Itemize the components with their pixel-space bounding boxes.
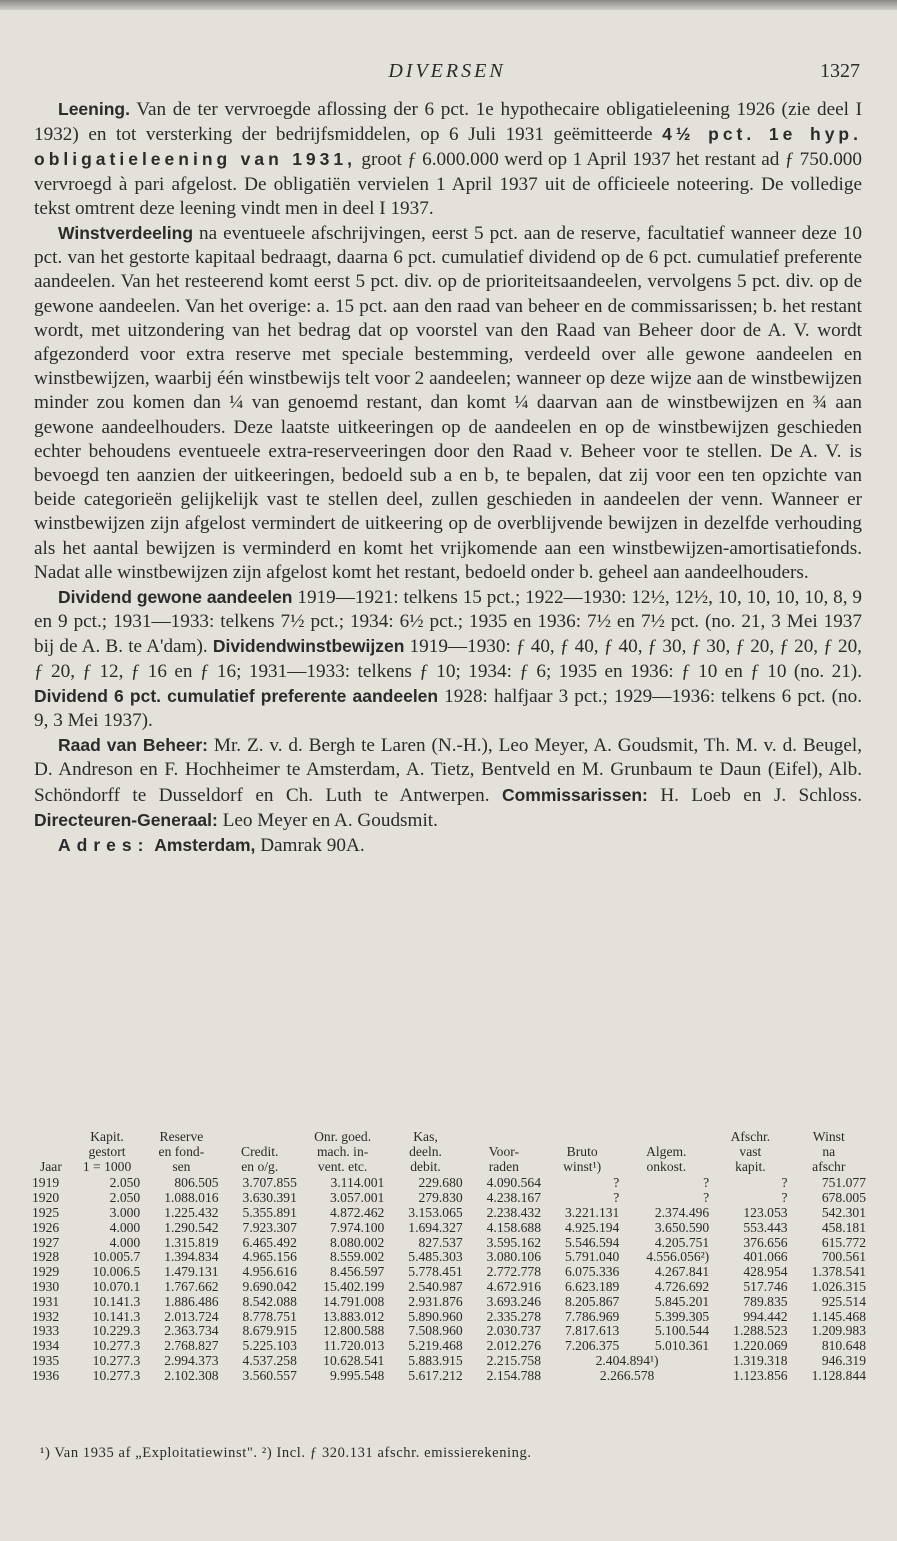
table-cell: 11.720.013 — [323, 1338, 385, 1354]
leening-text-1: Van de ter vervroegde aflossing der 6 pct. 1e hypothecaire obligatieleening 1926 (zie deel I 1932) en tot versterking der bedrijfsmiddelen, op 6 Juli 1931 geëmitteerde — [34, 99, 862, 146]
table-cell: 3.221.131 — [564, 1204, 620, 1220]
heading-winstverdeeling: Winstverdeeling — [58, 223, 194, 244]
table-row — [30, 1206, 868, 1221]
table-cell: 946.319 — [821, 1352, 866, 1368]
table-cell: 376.656 — [743, 1234, 788, 1250]
column-header: Voor- raden — [488, 1143, 520, 1174]
table-cell: 678.005 — [821, 1190, 866, 1206]
table-cell: 5.100.544 — [654, 1323, 710, 1339]
table-row — [30, 1339, 868, 1354]
table-cell: 1.123.856 — [733, 1367, 788, 1383]
table-cell: 229.680 — [418, 1175, 463, 1191]
table-cell: 4.000 — [109, 1234, 141, 1250]
table-cell: 810.648 — [821, 1338, 866, 1354]
table-cell: 1929 — [32, 1264, 60, 1280]
table-cell: 10.006.5 — [92, 1264, 141, 1280]
table-cell: 14.791.008 — [323, 1293, 385, 1309]
table-cell: 1936 — [32, 1367, 60, 1383]
table-cell: 2.931.876 — [408, 1293, 463, 1309]
table-cell: 4.205.751 — [654, 1234, 710, 1250]
table-cell: 7.974.100 — [329, 1219, 385, 1235]
table-cell: 5.546.594 — [564, 1234, 620, 1250]
table-cell: 5.219.468 — [408, 1338, 463, 1354]
table-header-row — [30, 1130, 868, 1176]
table-cell: 1.088.016 — [164, 1190, 219, 1206]
table-cell: 5.890.960 — [408, 1308, 463, 1324]
heading-dividend-preferent: Dividend 6 pct. cumulatief preferente aandeelen — [34, 685, 439, 706]
table-cell: 8.080.002 — [329, 1234, 385, 1250]
table-cell: 428.954 — [743, 1264, 788, 1280]
table-cell: 2.404.894¹) — [595, 1352, 659, 1368]
table-cell: 7.508.960 — [408, 1323, 463, 1339]
table-cell: ? — [613, 1190, 620, 1206]
table-cell: 4.672.916 — [486, 1278, 541, 1294]
winstverdeeling-text: na eventueele afschrijvingen, eerst 5 pct. aan de reserve, facultatief wanneer deze 10 pct. van het gestorte kapitaal bedraagt, daarna 6 pct. cumulatief dividend op de 6 pct. cumulatief preferente aandeelen. Van het resteerend komt eerst 5 pct. div. op de prioriteitsaandeelen, vervolgens 5 pct. div. op de gewone aandeelen. Van het overige: a. 15 pct. aan den raad van beheer en de commissarissen; b. het restant wordt, met uitzondering van het bedrag dat op voorstel van den Raad van Beheer door de A. V. wordt afgezonderd voor extra reserve met speciale bestemming, verdeeld over alle gewone aandeelen en winstbewijzen, waarbij één winstbewijs telt voor 2 aandeelen; wanneer op deze wijze aan de winstbewijzen minder zou komen dan ¼ van genoemd restant, dan komt ¼ daarvan aan de winstbewijzen en ¾ aan gewone aandeelhouders. Deze laatste uitkeeringen op de aandeelen en op de winstbewijzen geschieden echter behoudens eventueele extra-reserveeringen door den Raad v. Beheer voor te stellen. De A. V. is bevoegd ten aanzien der uitkeeringen, bedoeld sub a en b, te bepalen, dat zij voor een ten opzichte van beide categorieën gelijkelijk vast te stellen deel, zullen geschieden in aandeelen der venn. Wanneer er winstbewijzen zijn afgelost vermindert de uitkeering op de overblijvende bewijzen in dezelfde verhouding als het aantal bewijzen is verminderd en komt het vrijkomende aan een winstbewijzen-amortisatiefonds. Nadat alle winstbewijzen zijn afgelost komt het restant, bedoeld onder b. geheel aan aandeelhouders. — [34, 223, 862, 583]
table-cell: 8.559.002 — [329, 1249, 385, 1265]
table-cell: 8.542.088 — [242, 1293, 297, 1309]
table-cell: 4.158.688 — [486, 1219, 541, 1235]
table-cell: 3.693.246 — [486, 1293, 541, 1309]
table-cell: 5.355.891 — [242, 1204, 297, 1220]
table-cell: 4.556.056²) — [646, 1249, 710, 1265]
heading-dividend-gewone: Dividend gewone aandeelen — [58, 587, 293, 608]
table-cell: 4.925.194 — [564, 1219, 620, 1235]
table-cell: 6.465.492 — [242, 1234, 297, 1250]
page-body — [34, 97, 862, 858]
heading-adres: Adres: — [58, 835, 150, 856]
table-row — [30, 1250, 868, 1265]
table-cell: 1.319.318 — [733, 1352, 788, 1368]
table-row — [30, 1369, 868, 1384]
table-cell: 3.114.001 — [330, 1175, 385, 1191]
table-cell: 806.505 — [174, 1175, 219, 1191]
table-cell: 5.883.915 — [408, 1352, 463, 1368]
adres-city: Amsterdam, — [154, 835, 256, 856]
table-cell: 10.277.3 — [92, 1338, 141, 1354]
table-cell: 3.080.106 — [486, 1249, 541, 1265]
table-cell: 751.077 — [821, 1175, 866, 1191]
heading-leening: Leening. — [58, 99, 130, 119]
table-row — [30, 1265, 868, 1280]
table-cell: 6.623.189 — [564, 1278, 620, 1294]
table-cell: 2.012.276 — [486, 1338, 541, 1354]
table-cell: 789.835 — [743, 1293, 788, 1309]
leening-spaced-title: 4½ pct. 1e hyp. obligatieleening van 1931, — [34, 124, 862, 170]
table-cell: 4.965.156 — [242, 1249, 297, 1265]
paragraph-raad — [34, 733, 862, 833]
table-cell: 3.707.855 — [242, 1175, 297, 1191]
table-row — [30, 1221, 868, 1236]
column-header: Kas, deeln. debit. — [409, 1129, 442, 1174]
table-cell: 2.238.432 — [486, 1204, 541, 1220]
table-cell: 2.335.278 — [486, 1308, 541, 1324]
table-row — [30, 1236, 868, 1251]
table-cell: 13.883.012 — [323, 1308, 385, 1324]
table-cell: 925.514 — [821, 1293, 866, 1309]
heading-commissarissen: Commissarissen: — [501, 784, 648, 805]
table-cell: 4.726.692 — [654, 1278, 710, 1294]
table-row — [30, 1310, 868, 1325]
column-header: Kapit. gestort 1 = 1000 — [82, 1129, 132, 1174]
table-cell: 1.026.315 — [811, 1278, 866, 1294]
table-cell: 8.205.867 — [564, 1293, 620, 1309]
paragraph-adres — [34, 833, 862, 858]
adres-street: Damrak 90A. — [255, 835, 365, 857]
table-cell: 1927 — [32, 1234, 60, 1250]
table-cell: 1.220.069 — [733, 1338, 788, 1354]
dividend-text-2: 1919—1930: ƒ 40, ƒ 40, ƒ 40, ƒ 30, ƒ 30, ƒ 20, ƒ 20, ƒ 20, ƒ 20, ƒ 12, ƒ 16 en ƒ 16; 1931—1933: telkens ƒ 10; 1934: ƒ 6; 1935 en 1936: ƒ 10 en ƒ 10 (no. 21). — [34, 636, 862, 682]
table-cell: 700.561 — [821, 1249, 866, 1265]
table-cell: 2.772.778 — [486, 1264, 541, 1280]
table-cell: 1.479.131 — [164, 1264, 219, 1280]
table-cell: 3.057.001 — [329, 1190, 385, 1206]
column-header: Winst na afschr — [812, 1129, 846, 1174]
table-cell: 1.767.662 — [164, 1278, 219, 1294]
raad-text-3: Leo Meyer en A. Goudsmit. — [217, 809, 438, 831]
page-header — [34, 60, 860, 90]
table-cell: 4.872.462 — [329, 1204, 385, 1220]
table-cell: 2.154.788 — [486, 1367, 541, 1383]
table-cell: 1.145.468 — [811, 1308, 866, 1324]
table-cell: 3.595.162 — [486, 1234, 541, 1250]
table-cell: ? — [781, 1175, 788, 1191]
table-cell: 10.229.3 — [92, 1323, 141, 1339]
table-cell: 6.075.336 — [564, 1264, 620, 1280]
table-cell: 3.000 — [109, 1204, 141, 1220]
table-cell: 2.363.734 — [164, 1323, 219, 1339]
table-cell: 7.923.307 — [242, 1219, 297, 1235]
dividend-text-3: 1928: halfjaar 3 pct.; 1929—1936: telkens 6 pct. (no. 9, 3 Mei 1937). — [34, 685, 862, 732]
leening-text-2: groot ƒ 6.000.000 werd op 1 April 1937 het restant ad ƒ 750.000 vervroegd à pari afgelost. De obligatiën vervielen 1 April 1937 uit de officieele noteering. De volledige tekst omtrent deze leening vindt men in deel I 1937. — [34, 149, 862, 219]
table-cell: 1.694.327 — [408, 1219, 463, 1235]
table-cell: 401.066 — [743, 1249, 788, 1265]
table-cell: 1926 — [32, 1219, 60, 1235]
table-cell: 1.886.486 — [164, 1293, 219, 1309]
table-row — [30, 1176, 868, 1191]
table-cell: 1933 — [32, 1323, 60, 1339]
table-cell: 517.746 — [743, 1278, 788, 1294]
table-cell: 12.800.588 — [323, 1323, 385, 1339]
table-row — [30, 1191, 868, 1206]
column-header: Credit. en o/g. — [241, 1143, 279, 1174]
table-cell: 5.845.201 — [654, 1293, 710, 1309]
table-cell: 2.050 — [109, 1190, 141, 1206]
table-cell: 542.301 — [821, 1204, 866, 1220]
table-cell: 1.315.819 — [164, 1234, 219, 1250]
table-cell: 1920 — [32, 1190, 60, 1206]
table-cell: 2.540.987 — [408, 1278, 463, 1294]
table-cell: 458.181 — [821, 1219, 866, 1235]
table-cell: 8.456.597 — [329, 1264, 385, 1280]
table-cell: 1919 — [32, 1175, 60, 1191]
table-cell: 5.399.305 — [654, 1308, 710, 1324]
table-body — [30, 1176, 868, 1383]
table-cell: ? — [613, 1175, 620, 1191]
table-cell: 7.786.969 — [564, 1308, 620, 1324]
table-cell: 1925 — [32, 1204, 60, 1220]
table-cell: 10.005.7 — [92, 1249, 141, 1265]
page-number: 1327 — [820, 60, 860, 82]
table-cell: 123.053 — [743, 1204, 788, 1220]
table-cell: 5.225.103 — [242, 1338, 297, 1354]
paragraph-dividend — [34, 585, 862, 733]
heading-dividend-winstbewijzen: Dividendwinstbewijzen — [212, 636, 405, 657]
table-cell: ? — [703, 1190, 710, 1206]
table-cell: 1930 — [32, 1278, 60, 1294]
table-cell: 10.628.541 — [323, 1352, 385, 1368]
table-cell: 3.153.065 — [408, 1204, 463, 1220]
table-cell: 5.791.040 — [564, 1249, 620, 1265]
table-row — [30, 1280, 868, 1295]
table-cell: 279.830 — [418, 1190, 463, 1206]
column-header: Reserve en fond- sen — [158, 1129, 205, 1174]
column-header: Afschr. vast kapit. — [730, 1129, 771, 1174]
table-cell: 4.267.841 — [654, 1264, 710, 1280]
raad-text-2: H. Loeb en J. Schloss. — [647, 784, 862, 806]
table-cell: 2.013.724 — [164, 1308, 219, 1324]
column-header: Onr. goed. mach. in- vent. etc. — [314, 1129, 372, 1174]
paragraph-winstverdeeling — [34, 221, 862, 585]
financial-table — [30, 1130, 868, 1384]
table-cell: 9.995.548 — [329, 1367, 385, 1383]
table-cell: 1.225.432 — [164, 1204, 219, 1220]
table-cell: 2.030.737 — [486, 1323, 541, 1339]
table-cell: 2.266.578 — [599, 1367, 655, 1383]
table-cell: 8.778.751 — [242, 1308, 297, 1324]
table-cell: 10.277.3 — [92, 1367, 141, 1383]
heading-raad-van-beheer: Raad van Beheer: — [58, 735, 209, 756]
table-cell: 1.290.542 — [164, 1219, 219, 1235]
table-cell: 5.617.212 — [408, 1367, 463, 1383]
column-header: Algem. onkost. — [646, 1143, 687, 1174]
footnote: ¹) Van 1935 af „Exploitatiewinst". ²) Incl. ƒ 320.131 afschr. emissierekening. — [40, 1445, 532, 1461]
table-cell: 8.679.915 — [242, 1323, 297, 1339]
table-row — [30, 1324, 868, 1339]
table-cell: 2.050 — [109, 1175, 141, 1191]
table-row — [30, 1295, 868, 1310]
table-cell: 1928 — [32, 1249, 60, 1265]
table-cell: 10.141.3 — [92, 1308, 141, 1324]
table-cell: 5.778.451 — [408, 1264, 463, 1280]
table-cell: 10.070.1 — [92, 1278, 141, 1294]
table-cell: 3.650.590 — [654, 1219, 710, 1235]
table-cell: 827.537 — [418, 1234, 463, 1250]
table-cell: 2.374.496 — [654, 1204, 710, 1220]
paragraph-leening — [34, 97, 862, 221]
scan-edge — [0, 0, 897, 10]
table-cell: 2.994.373 — [164, 1352, 219, 1368]
raad-text-1: Mr. Z. v. d. Bergh te Laren (N.-H.), Leo Meyer, A. Goudsmit, Th. M. v. d. Beugel, D. Andreson en F. Hochheimer te Amsterdam, A. Tietz, Bentveld en M. Grunbaum te Daun (Eifel), Alb. Schöndorff te Dusseldorf en Ch. Luth te Antwerpen. — [34, 735, 862, 806]
table-cell: 1.394.834 — [164, 1249, 219, 1265]
table-cell: 1.128.844 — [811, 1367, 866, 1383]
table-cell: 1935 — [32, 1352, 60, 1368]
table-cell: 615.772 — [821, 1234, 866, 1250]
table-cell: 553.443 — [743, 1219, 788, 1235]
running-title: DIVERSEN — [388, 60, 506, 82]
table-cell: 3.560.557 — [242, 1367, 297, 1383]
table-cell: 15.402.199 — [323, 1278, 385, 1294]
table-cell: ? — [781, 1190, 788, 1206]
table-cell: 2.215.758 — [486, 1352, 541, 1368]
table-cell: 1931 — [32, 1293, 60, 1309]
table-row — [30, 1354, 868, 1369]
table-cell: 3.630.391 — [242, 1190, 297, 1206]
heading-directeuren: Directeuren-Generaal: — [34, 809, 218, 830]
table-cell: 10.277.3 — [92, 1352, 141, 1368]
table-cell: 7.206.375 — [564, 1338, 620, 1354]
table-cell: 10.141.3 — [92, 1293, 141, 1309]
dividend-text-1: 1919—1921: telkens 15 pct.; 1922—1930: 12½, 12½, 10, 10, 10, 10, 8, 9 en 9 pct.; 1931—1933: telkens 7½ pct.; 1934: 6½ pct.; 1935 en 1936: 7½ en 7½ pct. (no. 21, 3 Mei 1937 bij de A. B. te A'dam). — [34, 587, 862, 658]
table-cell: 1.288.523 — [733, 1323, 788, 1339]
table-cell: 1932 — [32, 1308, 60, 1324]
table-cell: ? — [703, 1175, 710, 1191]
table-cell: 2.768.827 — [164, 1338, 219, 1354]
table-cell: 4.956.616 — [242, 1264, 297, 1280]
table-cell: 994.442 — [743, 1308, 788, 1324]
column-header: Jaar — [39, 1158, 62, 1174]
column-header: Bruto winst¹) — [563, 1143, 602, 1174]
table-cell: 5.010.361 — [654, 1338, 710, 1354]
table-cell: 1934 — [32, 1338, 60, 1354]
table-cell: 7.817.613 — [564, 1323, 620, 1339]
table-cell: 2.102.308 — [164, 1367, 219, 1383]
table-cell: 5.485.303 — [408, 1249, 463, 1265]
table-cell: 4.090.564 — [486, 1175, 541, 1191]
table-cell: 9.690.042 — [242, 1278, 297, 1294]
table-cell: 1.209.983 — [811, 1323, 866, 1339]
table-cell: 1.378.541 — [811, 1264, 866, 1280]
table-cell: 4.238.167 — [486, 1190, 541, 1206]
table-cell: 4.000 — [109, 1219, 141, 1235]
table-cell: 4.537.258 — [242, 1352, 297, 1368]
